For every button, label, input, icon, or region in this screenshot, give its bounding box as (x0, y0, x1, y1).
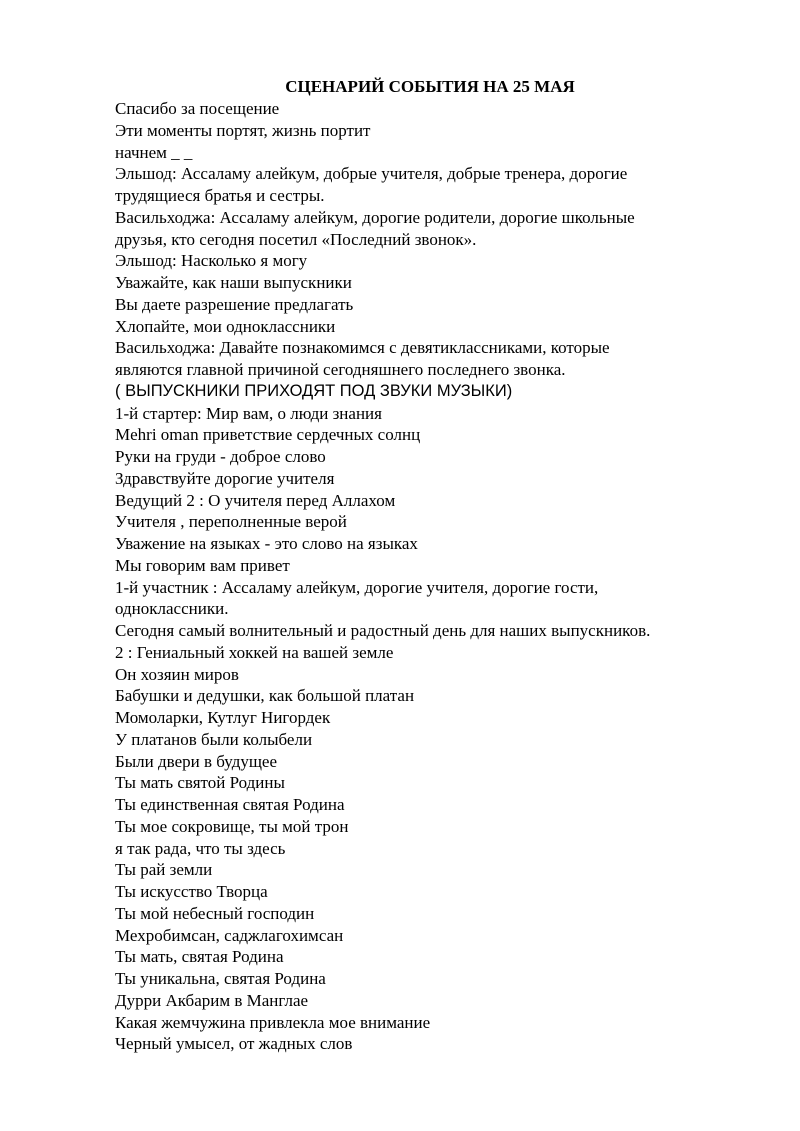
text-line: Эти моменты портят, жизнь портит (115, 120, 371, 140)
text-line: Дурри Акбарим в Манглае (115, 990, 309, 1010)
stage-direction-line: ( ВЫПУСКНИКИ ПРИХОДЯТ ПОД ЗВУКИ МУЗЫКИ) (115, 381, 513, 400)
text-line: Эльшод: Насколько я могу (115, 251, 308, 271)
text-line: Ты уникальна, святая Родина (115, 969, 326, 988)
text-line: Здравствуйте дорогие учителя (115, 468, 335, 488)
text-line: Ты искусство Творца (115, 882, 268, 901)
text-line: Ты мать святой Родины (115, 773, 285, 793)
text-line: Ты единственная святая Родина (115, 795, 345, 814)
text-line: Уважайте, как наши выпускники (115, 273, 352, 292)
text-line: трудящиеся братья и сестры. (115, 186, 325, 205)
text-line: Ты мать, святая Родина (115, 947, 284, 967)
text-line: Момоларки, Кутлуг Нигордек (115, 708, 331, 727)
text-line: У платанов были колыбели (115, 729, 313, 749)
text-line: являются главной причиной сегодняшнего последнего звонка. (115, 360, 566, 379)
text-line: Мы говорим вам привет (115, 555, 290, 575)
text-line: Он хозяин миров (115, 664, 239, 684)
text-line: Мехробимсан, саджлагохимсан (115, 925, 344, 945)
text-line: друзья, кто сегодня посетил «Последний звонок». (115, 229, 477, 249)
text-line: Были двери в будущее (115, 751, 278, 771)
text-line: Уважение на языках - это слово на языках (115, 534, 418, 553)
text-line: Ты мое сокровище, ты мой трон (115, 816, 349, 836)
text-line: Учителя , переполненные верой (115, 512, 347, 532)
text-line: 2 : Гениальный хоккей на вашей земле (115, 642, 394, 662)
text-line: 1-й стартер: Мир вам, о люди знания (115, 403, 382, 423)
text-line: Хлопайте, мои одноклассники (115, 316, 336, 336)
text-line: Черный умысел, от жадных слов (115, 1034, 353, 1054)
text-line: Руки на груди - доброе слово (115, 447, 326, 466)
text-line: Васильходжа: Давайте познакомимся с девятиклассниками, которые (115, 338, 610, 358)
text-line: одноклассники. (115, 599, 229, 619)
text-line: Бабушки и дедушки, как большой платан (115, 686, 415, 706)
text-line: я так рада, что ты здесь (115, 838, 286, 858)
text-line: начнем _ _ (115, 142, 193, 162)
text-line: Эльшод: Ассаламу алейкум, добрые учителя, добрые тренера, дорогие (115, 164, 628, 184)
text-line: Вы даете разрешение предлагать (115, 294, 354, 314)
text-line: Mehri oman приветствие сердечных солнц (115, 425, 421, 445)
document-body (115, 98, 725, 1055)
text-line: Какая жемчужина привлекла мое внимание (115, 1012, 431, 1032)
text-line: Ты рай земли (115, 860, 213, 880)
document-title: СЦЕНАРИЙ СОБЫТИЯ НА 25 МАЯ (285, 77, 575, 96)
text-line: Ведущий 2 : О учителя перед Аллахом (115, 490, 396, 510)
text-line: Спасибо за посещение (115, 99, 280, 118)
text-line: Васильходжа: Ассаламу алейкум, дорогие родители, дорогие школьные (115, 207, 635, 227)
text-line: Ты мой небесный господин (115, 903, 315, 923)
text-line: 1-й участник : Ассаламу алейкум, дорогие учителя, дорогие гости, (115, 577, 599, 597)
text-line: Сегодня самый волнительный и радостный день для наших выпускников. (115, 621, 651, 640)
